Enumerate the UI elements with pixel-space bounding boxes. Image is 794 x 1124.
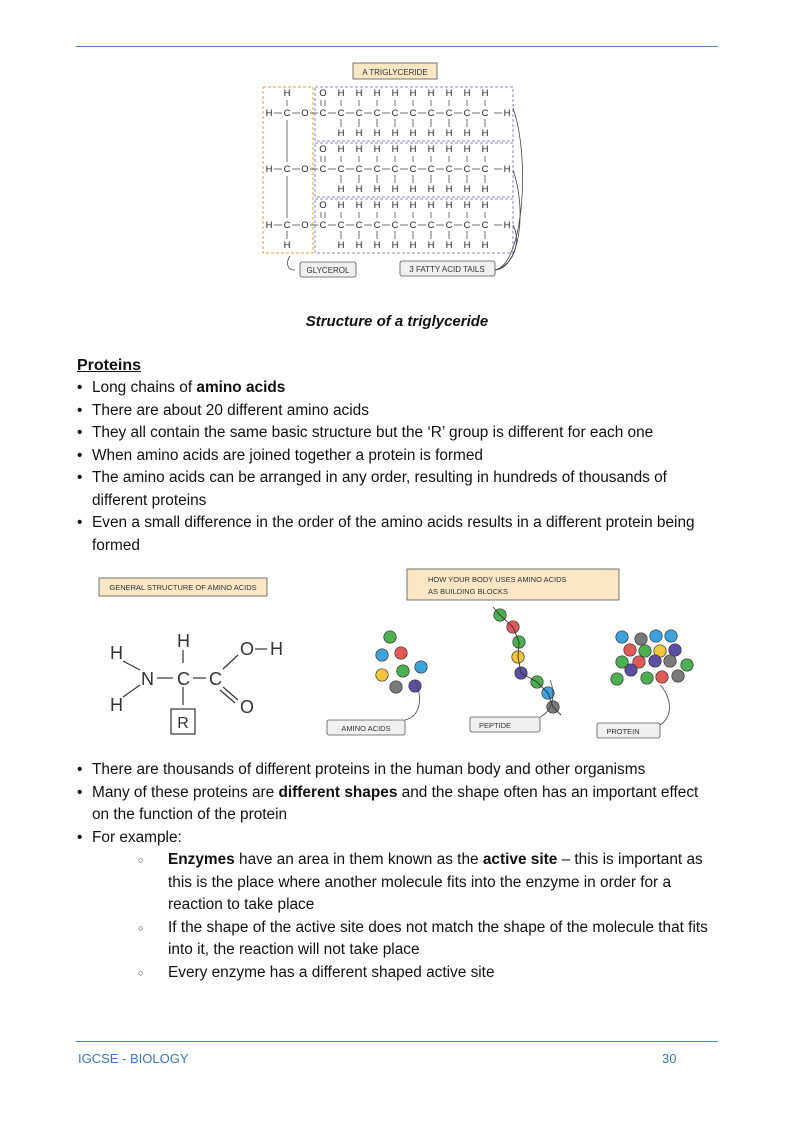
atom-symbol: H <box>391 144 399 155</box>
amino-acid-dot <box>390 681 402 693</box>
atom-symbol: H <box>409 128 417 139</box>
atom-symbol: H <box>463 144 471 155</box>
svg-text:H: H <box>110 643 123 663</box>
atom-symbol: H <box>409 200 417 211</box>
protein-dot <box>656 671 668 683</box>
atom-symbol: H <box>337 184 345 195</box>
atom-symbol: H <box>373 128 381 139</box>
bullet-item <box>77 759 707 782</box>
atom-symbol: H <box>391 88 399 99</box>
atom-symbol: H <box>391 128 399 139</box>
atom-symbol: C <box>319 108 327 119</box>
atom-symbol: C <box>283 164 291 175</box>
atom-symbol: O <box>319 144 327 155</box>
atom-symbol: H <box>355 240 363 251</box>
atom-symbol: C <box>355 108 363 119</box>
atom-symbol: C <box>283 220 291 231</box>
atom-symbol: H <box>481 128 489 139</box>
atom-symbol: H <box>373 88 381 99</box>
atom-symbol: C <box>481 108 489 119</box>
atom-symbol: H <box>427 240 435 251</box>
bullet-item <box>77 377 707 400</box>
bullet-item <box>77 512 707 557</box>
atom-symbol: H <box>265 164 273 175</box>
page-number: 30 <box>662 1051 677 1066</box>
atom-symbol: H <box>355 184 363 195</box>
atom-symbol: C <box>445 220 453 231</box>
svg-text:N: N <box>141 669 154 689</box>
atom-symbol: H <box>503 108 511 119</box>
atom-symbol: C <box>445 164 453 175</box>
atom-symbol: C <box>409 108 417 119</box>
sub-bullet-bold-text: active site <box>482 851 558 868</box>
protein-dot <box>665 630 677 642</box>
atom-symbol: C <box>283 108 291 119</box>
atom-symbol: C <box>463 108 471 119</box>
bullet-bold-text: amino acids <box>196 379 286 396</box>
protein-dot <box>616 631 628 643</box>
atom-symbol: H <box>337 144 345 155</box>
sub-bullet-item <box>138 917 708 962</box>
atom-symbol: H <box>373 240 381 251</box>
atom-symbol: C <box>355 220 363 231</box>
atom-symbol: H <box>481 200 489 211</box>
protein-dot <box>672 670 684 682</box>
atom-symbol: O <box>319 200 327 211</box>
bullet-text: When amino acids are joined together a protein is formed <box>92 446 483 464</box>
bullet-text: For example: <box>92 828 182 846</box>
sub-bullet-text: If the shape of the active site does not match the shape of the molecule that fits into it, the reaction will not take place <box>168 918 708 958</box>
bullet-text: The amino acids can be arranged in any order, resulting in hundreds of thousands of different proteins <box>92 469 667 509</box>
atom-symbol: H <box>427 128 435 139</box>
atom-symbol: H <box>445 88 453 99</box>
atom-symbol: H <box>445 184 453 195</box>
svg-text:H: H <box>110 695 123 715</box>
footer-rule <box>76 1041 718 1042</box>
bullet-text: There are about 20 different amino acids <box>92 401 369 419</box>
atom-symbol: H <box>391 200 399 211</box>
protein-dot <box>669 644 681 656</box>
protein-dot <box>625 664 637 676</box>
amino-acid-dot <box>376 649 388 661</box>
bullet-text: There are thousands of different proteins in the human body and other organisms <box>92 761 646 778</box>
atom-symbol: H <box>337 88 345 99</box>
atom-symbol: H <box>427 144 435 155</box>
atom-symbol: H <box>463 88 471 99</box>
header-rule <box>76 46 718 47</box>
atom-symbol: H <box>409 184 417 195</box>
atom-symbol: C <box>337 220 345 231</box>
atom-symbol: C <box>373 220 381 231</box>
svg-text:C: C <box>209 669 222 689</box>
triglyceride-caption: Structure of a triglyceride <box>305 313 489 330</box>
atom-symbol: H <box>503 164 511 175</box>
amino-acid-dot <box>409 680 421 692</box>
atom-symbol: C <box>463 164 471 175</box>
atom-symbol: H <box>481 144 489 155</box>
proteins-heading: Proteins <box>77 357 142 374</box>
atom-symbol: C <box>337 108 345 119</box>
atom-symbol: H <box>355 128 363 139</box>
atom-symbol: C <box>427 108 435 119</box>
atom-symbol: H <box>445 144 453 155</box>
atom-symbol: C <box>319 220 327 231</box>
sub-bullet-item <box>138 962 708 985</box>
glycerol-label: GLYCEROL <box>306 266 350 275</box>
atom-symbol: H <box>283 88 291 99</box>
footer-title: IGCSE - BIOLOGY <box>78 1051 189 1066</box>
proteins-bullet-list <box>77 377 707 557</box>
svg-text:O: O <box>240 697 255 717</box>
atom-symbol: H <box>373 144 381 155</box>
atom-symbol: C <box>391 220 399 231</box>
protein-dot <box>664 655 676 667</box>
atom-symbol: C <box>355 164 363 175</box>
sub-bullet-text: have an area in them known as the <box>234 851 483 868</box>
svg-text:C: C <box>177 669 190 689</box>
atom-symbol: H <box>373 200 381 211</box>
sub-bullet-item <box>138 849 708 917</box>
atom-symbol: C <box>481 164 489 175</box>
bullet-item <box>77 400 707 423</box>
svg-text:O: O <box>240 639 255 659</box>
bullet-text: Many of these proteins are <box>92 783 279 801</box>
atom-symbol: H <box>355 144 363 155</box>
r-group: R <box>177 715 189 732</box>
bullet-item <box>77 782 707 827</box>
bullet-text: and the shape often has an important effect on the function of the protein <box>92 783 699 823</box>
atom-symbol: H <box>463 200 471 211</box>
atom-symbol: C <box>463 220 471 231</box>
atom-symbol: H <box>445 128 453 139</box>
atom-symbol: H <box>463 184 471 195</box>
atom-symbol: H <box>337 128 345 139</box>
protein-dot <box>611 673 623 685</box>
triglyceride-diagram <box>255 60 540 285</box>
atom-symbol: H <box>481 240 489 251</box>
sub-bullet-text: Every enzyme has a different shaped active site <box>168 963 495 981</box>
body-uses-label-line2: AS BUILDING BLOCKS <box>428 587 509 596</box>
amino-acid-diagram <box>95 565 705 745</box>
protein-label: PROTEIN <box>606 727 640 736</box>
atom-symbol: C <box>391 108 399 119</box>
bullet-item <box>77 827 707 850</box>
atom-symbol: H <box>391 240 399 251</box>
atom-symbol: H <box>445 240 453 251</box>
svg-text:H: H <box>270 639 283 659</box>
bullet-text: They all contain the same basic structure but the ‘R’ group is different for each one <box>92 424 654 441</box>
atom-symbol: H <box>481 88 489 99</box>
triglyceride-title: A TRIGLYCERIDE <box>362 68 428 77</box>
atom-symbol: H <box>355 88 363 99</box>
atom-symbol: H <box>409 88 417 99</box>
enzyme-sub-list <box>138 849 708 984</box>
atom-symbol: H <box>355 200 363 211</box>
atom-symbol: O <box>319 88 327 99</box>
protein-dot <box>639 645 651 657</box>
bullet-text: Even a small difference in the order of the amino acids results in a different protein being formed <box>92 514 695 554</box>
atom-symbol: C <box>427 164 435 175</box>
atom-symbol: C <box>409 164 417 175</box>
atom-symbol: C <box>391 164 399 175</box>
bullet-item <box>77 467 707 512</box>
atom-symbol: C <box>373 108 381 119</box>
bullet-item <box>77 422 707 445</box>
amino-acid-structure <box>110 631 283 717</box>
atom-symbol: H <box>427 184 435 195</box>
fatty-acid-tails-label: 3 FATTY ACID TAILS <box>409 265 485 274</box>
atom-symbol: O <box>301 108 309 119</box>
bullet-text: Long chains of <box>92 379 197 396</box>
shapes-bullet-list <box>77 759 707 849</box>
atom-symbol: H <box>463 128 471 139</box>
atom-symbol: C <box>409 220 417 231</box>
atom-symbol: H <box>391 184 399 195</box>
amino-acid-dot <box>397 665 409 677</box>
atom-symbol: C <box>319 164 327 175</box>
general-structure-label: GENERAL STRUCTURE OF AMINO ACIDS <box>109 583 257 592</box>
atom-symbol: C <box>445 108 453 119</box>
atom-symbol: H <box>503 220 511 231</box>
atom-symbol: H <box>409 240 417 251</box>
atom-symbol: H <box>283 240 291 251</box>
protein-dot <box>635 633 647 645</box>
atom-symbol: H <box>445 200 453 211</box>
protein-dot <box>641 672 653 684</box>
atom-symbol: H <box>265 108 273 119</box>
protein-dot <box>650 630 662 642</box>
peptide-label: PEPTIDE <box>478 721 512 730</box>
atom-symbol: C <box>427 220 435 231</box>
sub-bullet-text: – this is important as this is the place where another molecule fits into the enzyme in order for a reaction to take place <box>168 851 703 913</box>
amino-acid-dot <box>395 647 407 659</box>
atom-symbol: H <box>481 184 489 195</box>
atom-symbol: C <box>373 164 381 175</box>
body-uses-label-line1: HOW YOUR BODY USES AMINO ACIDS <box>428 575 567 584</box>
svg-text:H: H <box>177 631 190 651</box>
protein-dot <box>649 655 661 667</box>
bullet-bold-text: different shapes <box>278 783 398 801</box>
amino-acid-dot <box>415 661 427 673</box>
protein-dot <box>681 659 693 671</box>
atom-symbol: O <box>301 220 309 231</box>
atom-symbol: H <box>463 240 471 251</box>
bullet-item <box>77 445 707 468</box>
amino-acids-label: AMINO ACIDS <box>341 724 391 733</box>
atom-symbol: O <box>301 164 309 175</box>
amino-acid-dot <box>376 669 388 681</box>
atom-symbol: H <box>409 144 417 155</box>
atom-symbol: H <box>337 200 345 211</box>
protein-dot <box>624 644 636 656</box>
atom-symbol: H <box>427 200 435 211</box>
atom-symbol: H <box>427 88 435 99</box>
amino-acid-dot <box>384 631 396 643</box>
sub-bullet-bold-text: Enzymes <box>168 851 235 868</box>
atom-symbol: C <box>337 164 345 175</box>
atom-symbol: C <box>481 220 489 231</box>
atom-symbol: H <box>265 220 273 231</box>
atom-symbol: H <box>337 240 345 251</box>
atom-symbol: H <box>373 184 381 195</box>
